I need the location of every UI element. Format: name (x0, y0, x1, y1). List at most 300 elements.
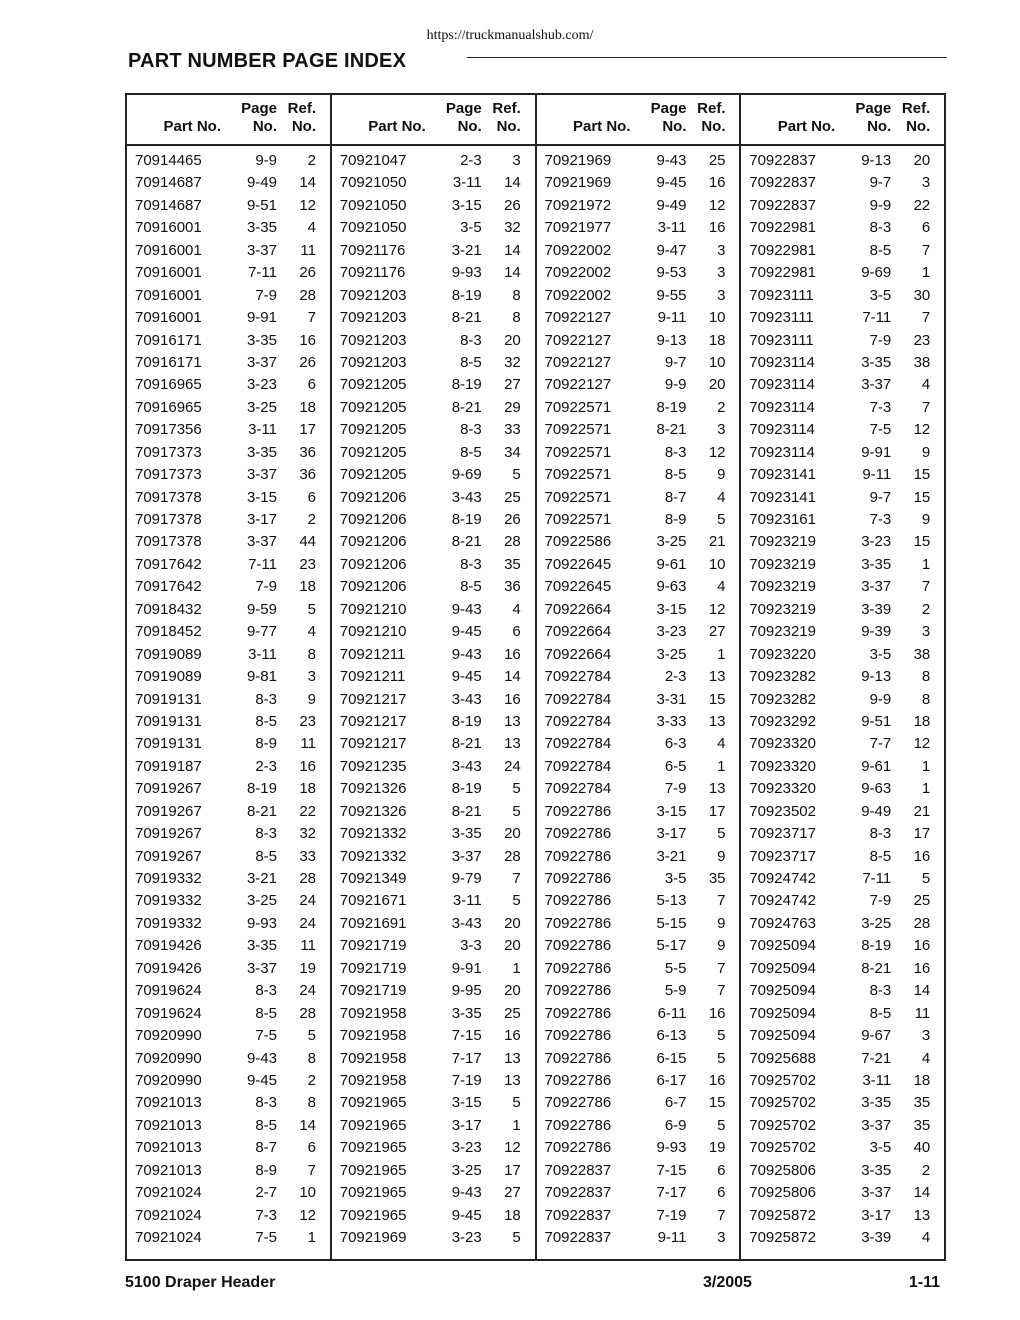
header-part-label: Part No. (572, 118, 631, 135)
table-row (127, 801, 330, 823)
part-number: 70921024 (135, 1184, 202, 1202)
page-number: 8-3 (869, 219, 892, 237)
page-number: 8-5 (255, 847, 277, 865)
part-number: 70922784 (544, 757, 612, 775)
table-row (332, 756, 535, 778)
part-number: 70921047 (339, 152, 407, 169)
page-number: 7-5 (255, 1027, 277, 1045)
header-part-no (127, 95, 231, 144)
page-number: 3-23 (451, 1229, 482, 1246)
table-row (127, 195, 330, 217)
table-row (332, 823, 535, 845)
part-number: 70922571 (544, 466, 612, 484)
ref-number: 16 (504, 690, 521, 708)
table-row (127, 980, 330, 1002)
part-number: 70922786 (544, 1139, 612, 1157)
page-number: 3-17 (246, 511, 277, 528)
page-number: 9-9 (869, 196, 892, 214)
ref-number: 2 (921, 1161, 931, 1179)
part-number: 70922784 (544, 668, 612, 686)
table-row (332, 442, 535, 464)
table-row (332, 733, 535, 755)
header-page-no (436, 95, 482, 144)
table-row (332, 374, 535, 396)
table-row (332, 711, 535, 733)
part-number: 70922664 (544, 645, 612, 663)
header-ref-no (277, 95, 322, 144)
table-row (332, 1025, 535, 1047)
part-number: 70922786 (544, 1027, 612, 1045)
table-row (127, 554, 330, 576)
ref-number: 20 (504, 331, 521, 349)
header-ref-label-2: No. (291, 118, 316, 135)
table-row (332, 195, 535, 217)
part-number: 70921349 (339, 870, 407, 887)
column-rows (332, 146, 535, 1249)
header-part-no (741, 95, 845, 144)
header-part-label: Part No. (777, 118, 836, 135)
table-row (332, 1092, 535, 1114)
page-number: 7-19 (451, 1071, 482, 1089)
ref-number: 17 (504, 1161, 521, 1179)
table-row (332, 150, 535, 172)
table-row (127, 1092, 330, 1114)
ref-number: 4 (921, 376, 931, 394)
part-number: 70924742 (749, 892, 816, 910)
ref-number: 9 (307, 690, 316, 708)
page-number: 8-7 (664, 488, 687, 506)
part-number: 70921013 (135, 1161, 202, 1179)
page-number: 9-45 (246, 1071, 277, 1089)
header-ref-no (687, 95, 732, 144)
part-number: 70921332 (339, 847, 407, 865)
table-row (741, 464, 944, 486)
ref-number: 23 (299, 555, 316, 573)
part-number: 70922837 (544, 1206, 612, 1224)
header-ref-label-2: No. (701, 118, 726, 135)
table-row (332, 1115, 535, 1137)
page-number: 3-25 (861, 914, 892, 932)
part-number: 70925702 (749, 1094, 816, 1112)
page-number: 8-3 (255, 1094, 277, 1112)
table-row (741, 442, 944, 464)
ref-number: 5 (717, 1027, 726, 1045)
table-row (537, 262, 740, 284)
ref-number: 5 (512, 892, 521, 910)
page-number: 2-3 (255, 757, 277, 775)
table-row (127, 307, 330, 329)
ref-number: 24 (299, 982, 316, 1000)
part-number: 70918452 (135, 623, 202, 641)
table-row (741, 1025, 944, 1047)
part-number: 70922784 (544, 690, 612, 708)
ref-number: 36 (299, 466, 316, 484)
ref-number: 8 (921, 690, 931, 708)
ref-number: 25 (504, 488, 521, 506)
table-row (127, 823, 330, 845)
index-column (741, 95, 944, 1259)
page-number: 7-11 (248, 264, 277, 282)
ref-number: 7 (921, 578, 931, 596)
ref-number: 3 (512, 152, 521, 169)
part-number: 70919187 (135, 757, 202, 775)
ref-number: 25 (504, 1004, 521, 1022)
page-number: 9-61 (656, 555, 687, 573)
header-ref-label-1: Ref. (287, 100, 316, 117)
part-number: 70922786 (544, 1116, 612, 1134)
table-row (127, 913, 330, 935)
page-number: 8-21 (451, 735, 482, 753)
part-number: 70921958 (339, 1071, 407, 1089)
page-number: 3-35 (246, 331, 277, 349)
ref-number: 10 (708, 309, 726, 327)
part-number: 70923114 (749, 376, 815, 394)
page-number: 3-21 (451, 241, 482, 259)
table-row (332, 1182, 535, 1204)
part-number: 70923219 (749, 533, 816, 551)
ref-number: 12 (708, 600, 726, 618)
page-number: 3-25 (246, 398, 277, 416)
part-number: 70921969 (544, 152, 612, 169)
table-row (127, 509, 330, 531)
part-number: 70923114 (749, 353, 815, 371)
page-number: 9-79 (451, 870, 482, 887)
page-number: 3-37 (246, 353, 277, 371)
ref-number: 1 (717, 645, 726, 663)
part-number: 70919089 (135, 645, 202, 663)
part-number: 70922127 (544, 331, 612, 349)
page-number: 7-19 (656, 1206, 687, 1224)
page-number: 9-39 (861, 623, 892, 641)
ref-number: 16 (913, 959, 931, 977)
page-number: 7-9 (664, 780, 687, 798)
part-number: 70921013 (135, 1116, 202, 1134)
part-number: 70922645 (544, 555, 612, 573)
ref-number: 3 (717, 264, 726, 282)
header-part-no (332, 95, 436, 144)
table-row (127, 419, 330, 441)
part-number: 70921206 (339, 533, 407, 551)
page-number: 3-35 (246, 937, 277, 955)
page-number: 6-13 (656, 1027, 687, 1045)
part-number: 70916965 (135, 376, 202, 394)
table-row (741, 150, 944, 172)
table-row (127, 868, 330, 890)
page-number: 3-5 (664, 870, 687, 887)
table-row (127, 778, 330, 800)
page-number: 9-43 (656, 152, 687, 169)
page-number: 9-67 (861, 1027, 892, 1045)
table-row (537, 442, 740, 464)
header-page-label-1: Page (650, 100, 687, 117)
table-row (741, 240, 944, 262)
table-row (127, 352, 330, 374)
ref-number: 7 (717, 982, 726, 1000)
page-number: 9-7 (869, 174, 892, 192)
table-row (332, 576, 535, 598)
part-number: 70921965 (339, 1139, 407, 1157)
table-row (537, 935, 740, 957)
page-number: 9-43 (451, 1184, 482, 1202)
ref-number: 19 (299, 959, 316, 977)
ref-number: 1 (512, 959, 521, 977)
table-row (127, 621, 330, 643)
table-row (332, 980, 535, 1002)
header-page-label-1: Page (855, 100, 892, 117)
ref-number: 5 (717, 511, 726, 528)
page-number: 3-15 (656, 600, 687, 618)
part-number: 70922786 (544, 1004, 612, 1022)
table-row (127, 487, 330, 509)
part-number: 70922837 (544, 1161, 612, 1179)
part-number: 70925094 (749, 982, 816, 1000)
part-number: 70919624 (135, 1004, 202, 1022)
part-number: 70923717 (749, 825, 816, 843)
ref-number: 22 (299, 802, 316, 820)
table-row (537, 509, 740, 531)
part-number: 70921024 (135, 1206, 202, 1224)
page-number: 7-11 (862, 870, 892, 887)
part-number: 70922645 (544, 578, 612, 596)
table-row (537, 374, 740, 396)
page-number: 8-21 (451, 533, 482, 551)
table-row (741, 689, 944, 711)
ref-number: 1 (717, 757, 726, 775)
ref-number: 20 (913, 152, 931, 169)
page-number: 8-3 (255, 690, 277, 708)
part-number: 70921205 (339, 443, 407, 461)
table-row (537, 1160, 740, 1182)
part-number: 70925872 (749, 1229, 816, 1246)
page-number: 8-19 (451, 511, 482, 528)
ref-number: 7 (921, 309, 931, 327)
part-number: 70919131 (135, 690, 202, 708)
table-row (537, 958, 740, 980)
page-number: 3-37 (861, 376, 892, 394)
table-row (537, 285, 740, 307)
table-row (332, 666, 535, 688)
part-number: 70921958 (339, 1027, 407, 1045)
ref-number: 9 (921, 511, 931, 528)
part-number: 70921205 (339, 376, 407, 394)
table-row (127, 756, 330, 778)
part-number: 70921332 (339, 825, 407, 843)
ref-number: 1 (512, 1116, 521, 1134)
table-row (332, 1227, 535, 1249)
table-row (127, 531, 330, 553)
table-row (332, 890, 535, 912)
part-number: 70922571 (544, 398, 612, 416)
ref-number: 35 (708, 870, 726, 887)
ref-number: 3 (921, 174, 931, 192)
page-number: 3-37 (246, 241, 277, 259)
ref-number: 20 (708, 376, 726, 394)
ref-number: 5 (307, 1027, 316, 1045)
part-number: 70917378 (135, 533, 202, 551)
part-number: 70922664 (544, 623, 612, 641)
table-row (127, 599, 330, 621)
ref-number: 17 (708, 802, 726, 820)
ref-number: 29 (504, 398, 521, 416)
page-number: 3-17 (451, 1116, 482, 1134)
table-row (332, 464, 535, 486)
part-number: 70916171 (135, 331, 202, 349)
table-row (741, 352, 944, 374)
part-number: 70925872 (749, 1206, 816, 1224)
table-row (741, 576, 944, 598)
ref-number: 23 (913, 331, 931, 349)
page-number: 9-63 (656, 578, 687, 596)
page-number: 7-7 (869, 735, 892, 753)
ref-number: 16 (708, 1004, 726, 1022)
page-number: 9-11 (657, 309, 687, 327)
ref-number: 1 (921, 780, 931, 798)
ref-number: 5 (717, 1116, 726, 1134)
table-row (741, 1227, 944, 1249)
part-number: 70923141 (749, 466, 816, 484)
ref-number: 21 (708, 533, 726, 551)
page-number: 3-37 (861, 578, 892, 596)
ref-number: 12 (913, 421, 931, 439)
ref-number: 33 (299, 847, 316, 865)
header-page-label-2: No. (252, 118, 277, 135)
ref-number: 19 (708, 1139, 726, 1157)
table-row (537, 1070, 740, 1092)
ref-number: 16 (708, 1071, 726, 1089)
table-row (537, 419, 740, 441)
page-number: 9-51 (861, 712, 892, 730)
source-url: https://truckmanualshub.com/ (426, 28, 594, 43)
table-row (332, 868, 535, 890)
table-row (537, 397, 740, 419)
page-number: 3-15 (451, 196, 482, 214)
page-number: 3-21 (246, 870, 277, 887)
table-row (537, 778, 740, 800)
page-number: 9-51 (246, 196, 277, 214)
ref-number: 9 (717, 847, 726, 865)
part-number: 70923114 (749, 398, 815, 416)
column-header (332, 95, 535, 146)
table-row (127, 1137, 330, 1159)
part-number: 70925806 (749, 1161, 816, 1179)
table-row (537, 846, 740, 868)
part-number: 70923282 (749, 690, 816, 708)
page-title: PART NUMBER PAGE INDEX (128, 50, 407, 72)
part-number: 70919131 (135, 735, 202, 753)
ref-number: 20 (504, 982, 521, 1000)
table-row (537, 576, 740, 598)
page-number: 3-37 (861, 1116, 892, 1134)
ref-number: 12 (708, 196, 726, 214)
table-row (332, 554, 535, 576)
table-row (537, 240, 740, 262)
part-number: 70917378 (135, 488, 202, 506)
part-number: 70916171 (135, 353, 202, 371)
page-number: 8-3 (460, 555, 482, 573)
ref-number: 8 (307, 1094, 316, 1112)
table-row (741, 509, 944, 531)
part-number: 70923161 (749, 511, 816, 528)
ref-number: 1 (921, 555, 931, 573)
column-rows (127, 146, 330, 1249)
page-number: 3-37 (246, 533, 277, 551)
ref-number: 35 (913, 1094, 931, 1112)
ref-number: 4 (307, 623, 316, 641)
header-page-label-2: No. (867, 118, 892, 135)
ref-number: 3 (717, 286, 726, 304)
header-part-no (537, 95, 641, 144)
page-number: 9-45 (451, 668, 482, 686)
table-row (127, 1160, 330, 1182)
page-number: 8-5 (664, 466, 687, 484)
ref-number: 18 (913, 1071, 931, 1089)
part-number: 70922981 (749, 219, 816, 237)
table-row (332, 172, 535, 194)
ref-number: 5 (512, 780, 521, 798)
ref-number: 14 (504, 668, 521, 686)
ref-number: 15 (913, 466, 931, 484)
ref-number: 2 (307, 152, 316, 169)
table-row (332, 487, 535, 509)
ref-number: 8 (307, 1049, 316, 1067)
header-part-label: Part No. (163, 118, 221, 135)
table-row (741, 846, 944, 868)
page-number: 8-21 (246, 802, 277, 820)
table-row (741, 307, 944, 329)
ref-number: 24 (504, 757, 521, 775)
part-number: 70922786 (544, 802, 612, 820)
page-number: 8-19 (451, 376, 482, 394)
part-number: 70925806 (749, 1184, 816, 1202)
part-number: 70917378 (135, 511, 202, 528)
ref-number: 5 (921, 870, 931, 887)
part-number: 70921176 (339, 264, 406, 282)
part-number: 70922837 (749, 152, 816, 169)
page-number: 3-15 (451, 1094, 482, 1112)
page-number: 7-17 (656, 1184, 687, 1202)
page-number: 3-31 (656, 690, 687, 708)
header-page-no (845, 95, 891, 144)
ref-number: 30 (913, 286, 931, 304)
part-number: 70921977 (544, 219, 612, 237)
part-number: 70919426 (135, 959, 202, 977)
part-number: 70922786 (544, 1071, 612, 1089)
table-row (741, 1137, 944, 1159)
ref-number: 15 (913, 488, 931, 506)
ref-number: 18 (299, 780, 316, 798)
table-row (741, 419, 944, 441)
page-number: 3-39 (861, 600, 892, 618)
ref-number: 35 (913, 1116, 931, 1134)
table-row (332, 1137, 535, 1159)
ref-number: 4 (717, 735, 726, 753)
table-row (332, 217, 535, 239)
page-number: 3-35 (861, 1094, 892, 1112)
ref-number: 20 (504, 914, 521, 932)
ref-number: 14 (504, 264, 521, 282)
ref-number: 32 (299, 825, 316, 843)
ref-number: 14 (299, 174, 316, 192)
page-number: 3-15 (656, 802, 687, 820)
ref-number: 18 (708, 331, 726, 349)
column-rows (741, 146, 944, 1249)
header-ref-no (891, 95, 936, 144)
part-number: 70922786 (544, 870, 612, 887)
part-number: 70920990 (135, 1027, 202, 1045)
ref-number: 1 (921, 264, 931, 282)
page-number: 3-35 (246, 219, 277, 237)
part-number: 70923320 (749, 757, 816, 775)
